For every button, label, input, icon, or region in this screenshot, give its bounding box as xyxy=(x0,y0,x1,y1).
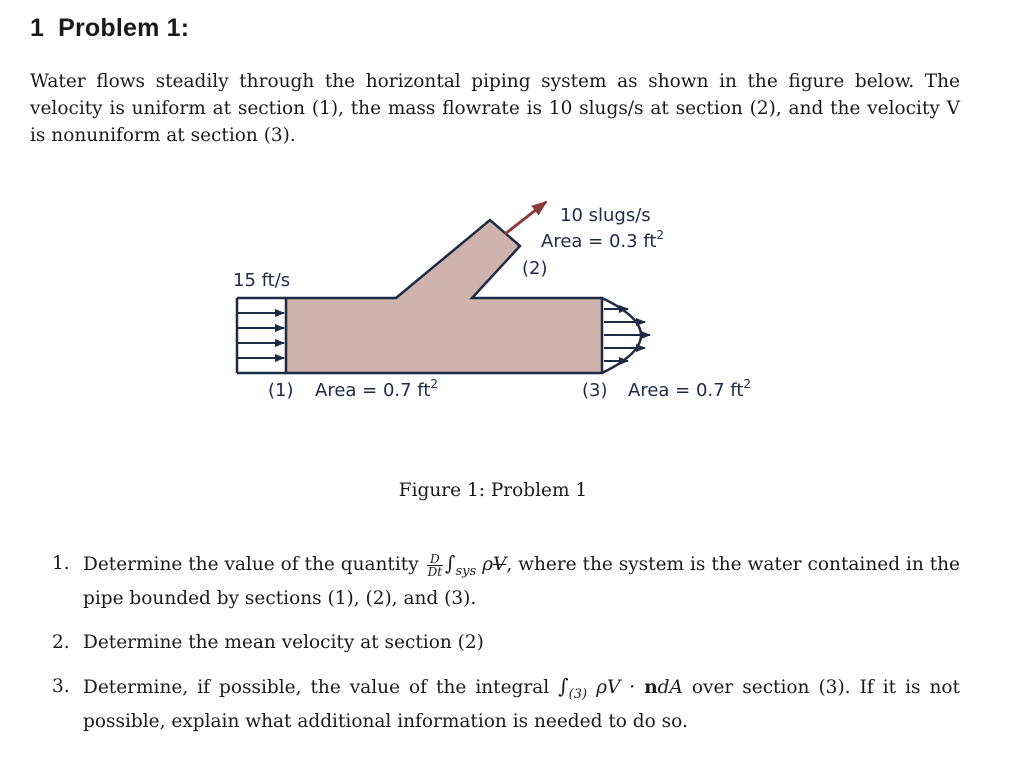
flux-integral: $\int_{(3)}$ ρV · ndA xyxy=(558,674,683,702)
outlet-velocity-profile xyxy=(602,298,650,373)
question-3 xyxy=(52,673,960,735)
section-title: Problem 1: xyxy=(58,14,190,42)
question-3-pre: Determine, if possible, the value of the integral xyxy=(83,677,559,698)
question-list xyxy=(52,550,960,752)
question-1 xyxy=(52,550,960,612)
question-1-post: , where the system is the water contained in the pipe bounded by sections (1), (2), and (3). xyxy=(83,554,960,609)
system-integral: $\int_{sys}$ ρV xyxy=(445,551,507,579)
question-2 xyxy=(52,629,960,656)
question-number: 2. xyxy=(52,632,70,653)
figure-caption: Figure 1: Problem 1 xyxy=(398,480,588,501)
problem-statement: Water flows steadily through the horizontal piping system as shown in the figure below. The velocity is uniform at section (1), the mass flowrate is 10 slugs/s at section (2), and the velocity V is nonuniform at section (3). xyxy=(30,71,960,146)
branch-flow-label: 10 slugs/s xyxy=(560,205,651,226)
branch-area-label: Area = 0.3 $ft^2$ xyxy=(541,228,665,252)
section-heading xyxy=(30,14,189,43)
outlet-area-label: Area = 0.7 $ft^2$ xyxy=(628,377,752,401)
question-3-post: over section (3). If it is not possible, explain what additional information is needed to do so. xyxy=(83,677,960,732)
question-number: 3. xyxy=(52,676,70,697)
section-3-label: (3) xyxy=(582,380,608,401)
section-2-label: (2) xyxy=(522,258,548,279)
branch-flow-arrow xyxy=(505,202,546,234)
piping-diagram xyxy=(0,190,1024,430)
question-1-pre: Determine the value of the quantity xyxy=(83,554,425,575)
section-1-label: (1) xyxy=(268,380,294,401)
section-number: 1 xyxy=(30,14,45,42)
question-number: 1. xyxy=(52,553,70,574)
inlet-area-label: Area = 0.7 $ft^2$ xyxy=(315,377,439,401)
inlet-velocity-label: 15 ft/s xyxy=(233,270,291,291)
question-2-text: Determine the mean velocity at section (2) xyxy=(83,632,484,653)
piping-figure xyxy=(0,190,1024,430)
inlet-velocity-profile xyxy=(237,298,286,373)
material-derivative: $\frac{D}{Dt}$ xyxy=(427,551,443,579)
